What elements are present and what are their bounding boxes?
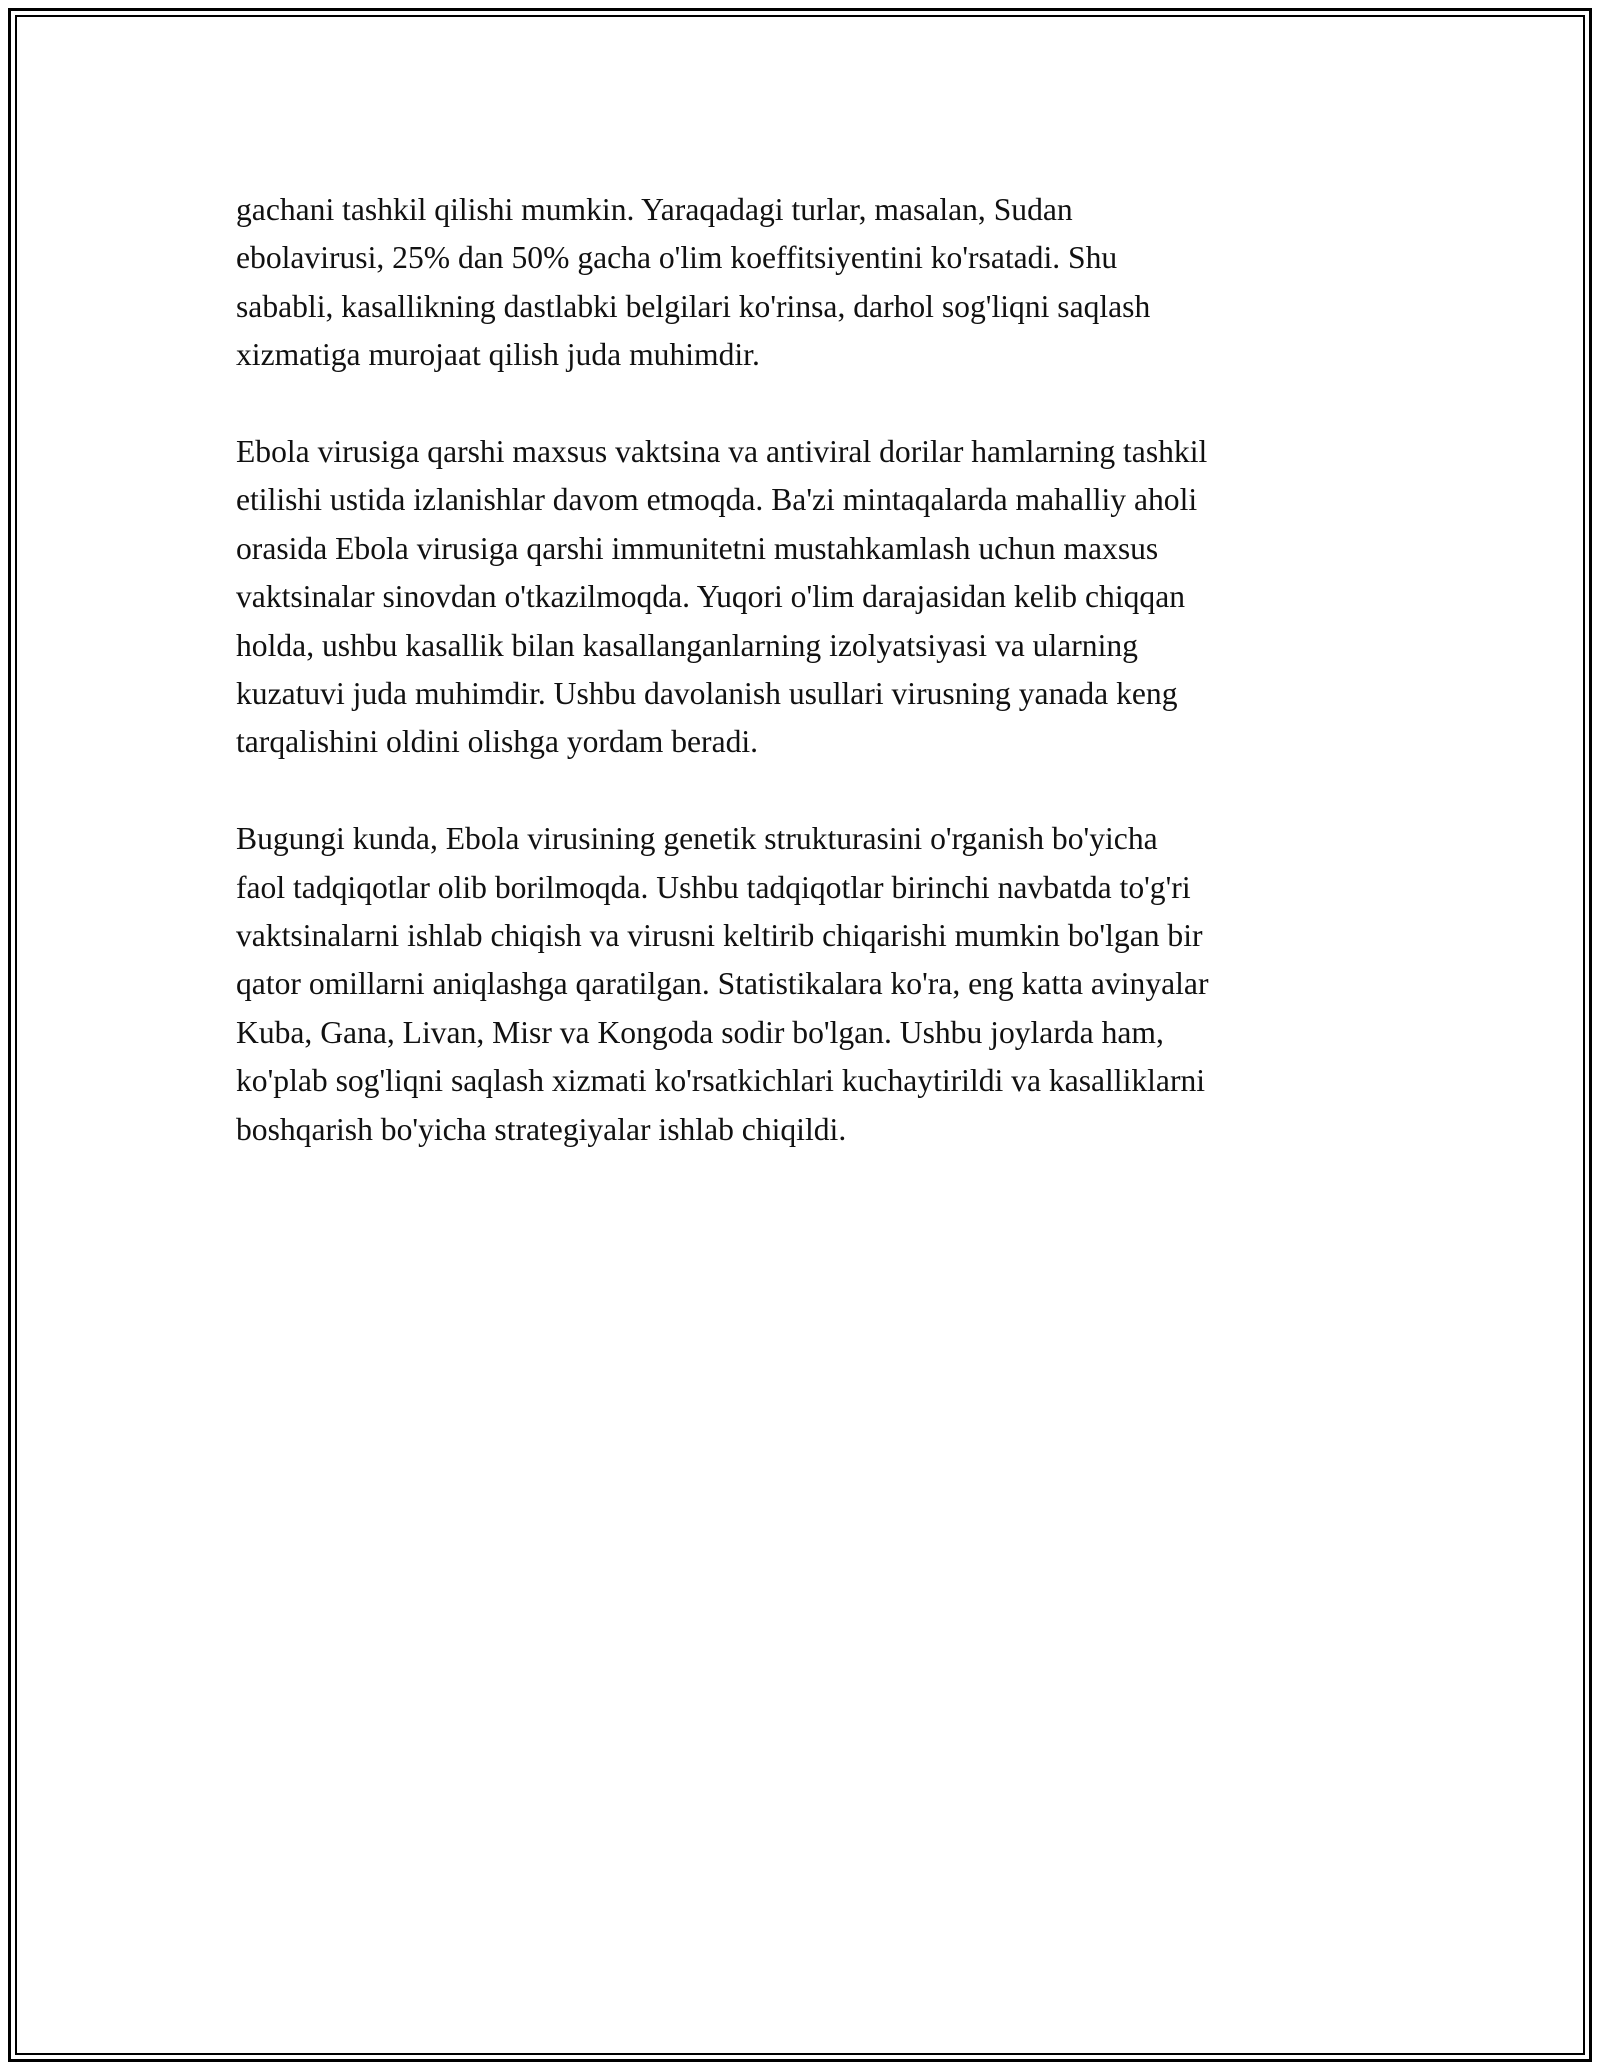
paragraph-1: gachani tashkil qilishi mumkin. Yaraqadagi turlar, masalan, Sudan ebolavirusi, 25% dan 50% gacha o'lim koeffitsiyentini ko'rsatadi. Shu sababli, kasallikning dastlabki belgilari ko'rinsa, darhol sog'liqni saqlash xizmatiga murojaat qilish juda muhimdir. (236, 192, 1151, 373)
paragraph-3: Bugungi kunda, Ebola virusining genetik strukturasini o'rganish bo'yicha faol tadqiqotlar olib borilmoqda. Ushbu tadqiqotlar birinchi navbatda to'g'ri vaktsinalarni ishlab chiqish va virusni keltirib chiqarishi mumkin bo'lgan bir qator omillarni aniqlashga qaratilgan. Statistikalara ko'ra, eng katta avinyalar Kuba, Gana, Livan, Misr va Kongoda sodir bo'lgan. Ushbu joylarda ham, ko'plab sog'liqni saqlash xizmati ko'rsatkichlari kuchaytirildi va kasalliklarni boshqarish bo'yicha strategiyalar ishlab chiqildi. (236, 821, 1209, 1147)
paragraph-2: Ebola virusiga qarshi maxsus vaktsina va antiviral dorilar hamlarning tashkil etilishi ustida izlanishlar davom etmoqda. Ba'zi mintaqalarda mahalliy aholi orasida Ebola virusiga qarshi immunitetni mustahkamlash uchun maxsus vaktsinalar sinovdan o'tkazilmoqda. Yuqori o'lim darajasidan kelib chiqqan holda, ushbu kasallik bilan kasallanganlarning izolyatsiyasi va ularning kuzatuvi juda muhimdir. Ushbu davolanish usullari virusning yanada keng tarqalishini oldini olishga yordam beradi. (236, 434, 1208, 760)
document-body (236, 186, 1386, 1202)
